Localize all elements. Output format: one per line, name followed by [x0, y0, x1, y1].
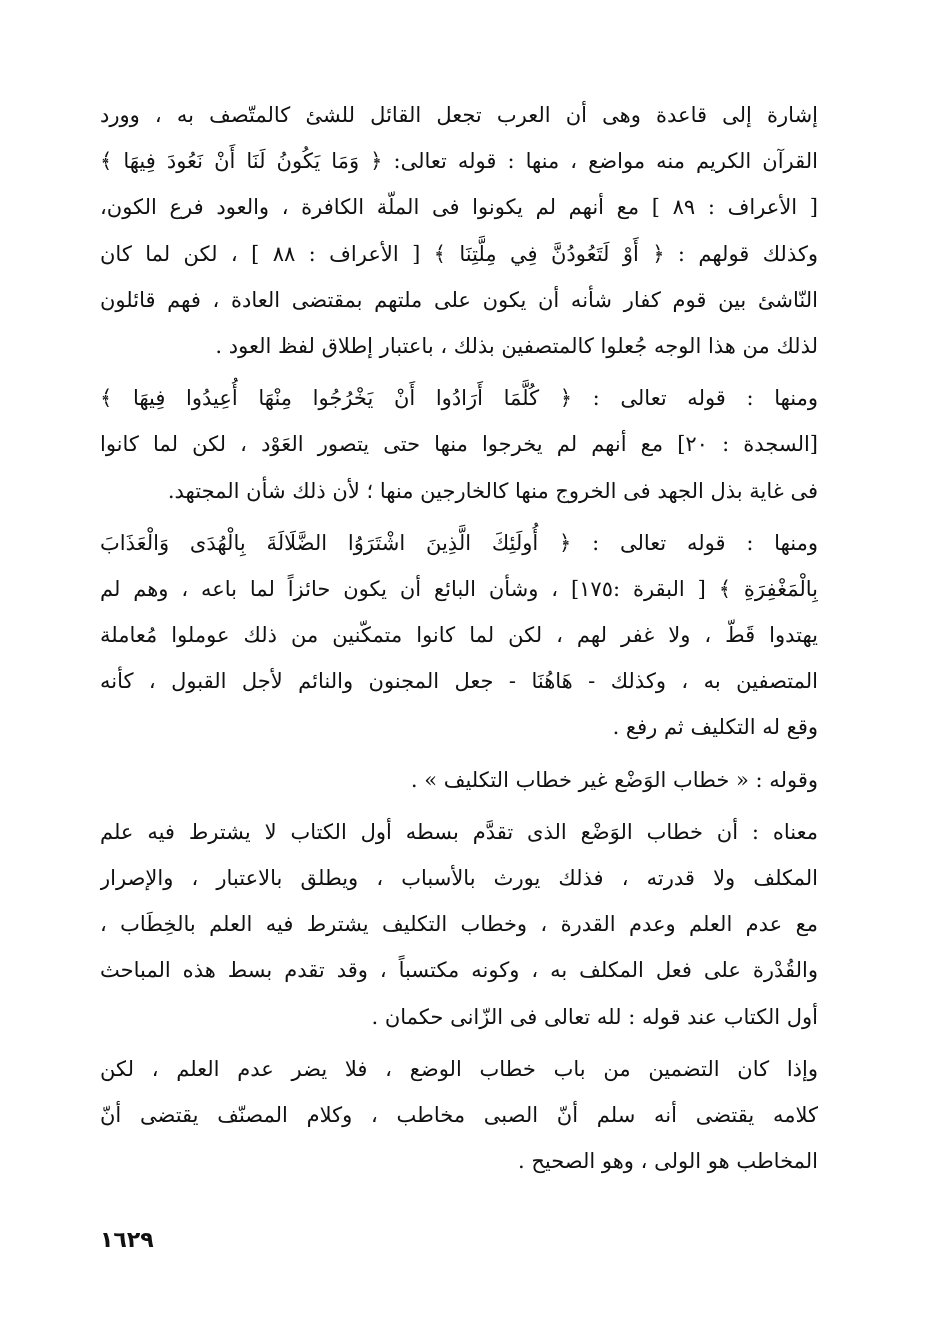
text-line: والقُدْرة على فعل المكلف به ، وكونه مكتسباً ، وقد تقدم بسط هذه المباحث	[100, 958, 818, 983]
paragraph	[100, 375, 818, 514]
text-line: وقع له التكليف ثم رفع .	[612, 715, 818, 740]
text-line: مع عدم العلم وعدم القدرة ، وخطاب التكليف يشترط فيه العلم بالخِطَاب ،	[100, 912, 818, 937]
text-line: [السجدة : ٢٠] مع أنهم لم يخرجوا منها حتى يتصور العَوْد ، لكن لما كانوا	[100, 432, 818, 457]
text-line: كلامه يقتضى أنه سلم أنّ الصبى مخاطب ، وكلام المصنّف يقتضى أنّ	[100, 1102, 818, 1127]
text-line: القرآن الكريم منه مواضع ، منها : قوله تعالى: ﴿ وَمَا يَكُونُ لَنَا أَنْ نَعُودَ فِيهَا ﴾	[100, 149, 818, 174]
text-line: المكلف ولا قدرته ، فذلك يورث بالأسباب ، ويطلق بالاعتبار ، والإصرار	[100, 866, 818, 890]
text-line: ومنها : قوله تعالى : ﴿ كُلَّمَا أَرَادُوا أَنْ يَخْرُجُوا مِنْهَا أُعِيدُوا فِيهَا ﴾	[100, 386, 818, 411]
text-line: النّاشئ بين قوم كفار شأنه أن يكون على ملتهم بمقتضى العادة ، فهم قائلون	[100, 287, 818, 312]
text-line: معناه : أن خطاب الوَضْع الذى تقدَّم بسطه أول الكتاب لا يشترط فيه علم	[100, 819, 818, 844]
text-line: لذلك من هذا الوجه جُعلوا كالمتصفين بذلك ، باعتبار إطلاق لفظ العود .	[215, 333, 818, 358]
text-line: المخاطب هو الولى ، وهو الصحيح .	[517, 1149, 818, 1174]
text-line: ومنها : قوله تعالى : ﴿ أُولَئِكَ الَّذِينَ اشْتَرَوُا الضَّلَالَةَ بِالْهُدَى وَالْعَذَابَ	[100, 530, 818, 555]
paragraph	[100, 92, 818, 369]
paragraph	[100, 520, 818, 751]
text-line: فى غاية بذل الجهد فى الخروج منها كالخارجين منها ؛ لأن ذلك شأن المجتهد.	[167, 478, 818, 503]
text-line: يهتدوا قَطّ ، ولا غفر لهم ، لكن لما كانوا متمكّنين من ذلك عوملوا مُعاملة	[100, 623, 818, 648]
paragraph	[100, 1046, 818, 1185]
paragraph	[100, 809, 818, 1040]
body-text	[100, 92, 818, 1184]
text-line: أول الكتاب عند قوله : لله تعالى فى الزّانى حكمان .	[371, 1004, 818, 1029]
text-line: إشارة إلى قاعدة وهى أن العرب تجعل القائل للشئ كالمتّصف به ، وورد	[100, 103, 818, 127]
text-line: وإذا كان التضمين من باب خطاب الوضع ، فلا يضر عدم العلم ، لكن	[100, 1056, 818, 1081]
text-line: [ الأعراف : ٨٩ ] مع أنهم لم يكونوا فى الملّة الكافرة ، والعود فرع الكون،	[100, 195, 818, 220]
text-line: وكذلك قولهم : ﴿ أَوْ لَتَعُودُنَّ فِي مِلَّتِنَا ﴾ [ الأعراف : ٨٨ ] ، لكن لما كان	[100, 241, 818, 266]
paragraph	[100, 757, 818, 803]
text-line: المتصفين به ، وكذلك - هَاهُنَا - جعل المجنون والنائم لأجل القبول ، كأنه	[100, 669, 818, 694]
page-number: ١٦٢٩	[100, 1228, 154, 1253]
text-line: وقوله : « خطاب الوَضْع غير خطاب التكليف » .	[410, 767, 818, 792]
text-line: بِالْمَغْفِرَةِ ﴾ [ البقرة :١٧٥] ، وشأن البائع أن يكون حائزاً لما باعه ، وهم لم	[100, 576, 818, 601]
